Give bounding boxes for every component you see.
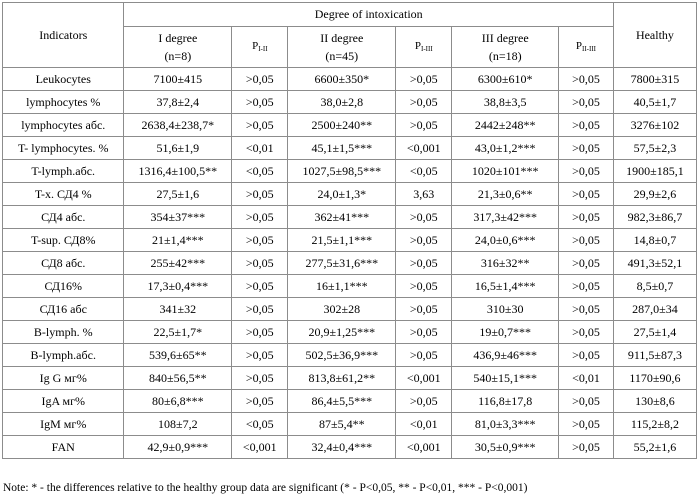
table-row bbox=[3, 114, 697, 137]
healthy-cell: 7800±315 bbox=[613, 68, 696, 91]
indicator-cell: СД16% bbox=[3, 275, 124, 298]
healthy-cell: 1170±90,6 bbox=[613, 367, 696, 390]
healthy-cell: 40,5±1,7 bbox=[613, 91, 696, 114]
p-2-3-cell: >0,05 bbox=[559, 252, 614, 275]
degree-1-cell: 37,8±2,4 bbox=[124, 91, 232, 114]
p-2-3-cell: >0,05 bbox=[559, 160, 614, 183]
table-row bbox=[3, 68, 697, 91]
degree-1-cell: 21±1,4*** bbox=[124, 229, 232, 252]
degree-3-cell: 81,0±3,3*** bbox=[452, 413, 559, 436]
table-row bbox=[3, 275, 697, 298]
healthy-cell: 57,5±2,3 bbox=[613, 137, 696, 160]
indicator-cell: IgA мг% bbox=[3, 390, 124, 413]
p-1-2-cell: >0,05 bbox=[232, 91, 288, 114]
p-2-3-cell: >0,05 bbox=[559, 344, 614, 367]
degree-2-cell: 502,5±36,9*** bbox=[288, 344, 396, 367]
healthy-cell: 287,0±34 bbox=[613, 298, 696, 321]
indicator-cell: B-lymph.абс. bbox=[3, 344, 124, 367]
degree-1-cell: 539,6±65** bbox=[124, 344, 232, 367]
indicator-cell: lymphocytes абс. bbox=[3, 114, 124, 137]
p-2-3-cell: >0,05 bbox=[559, 114, 614, 137]
degree-3-cell: 43,0±1,2*** bbox=[452, 137, 559, 160]
header-p-2-3 bbox=[559, 27, 614, 68]
p-2-3-cell: >0,05 bbox=[559, 390, 614, 413]
degree-1-cell: 51,6±1,9 bbox=[124, 137, 232, 160]
table-row bbox=[3, 206, 697, 229]
header-indicators: Indicators bbox=[3, 3, 124, 68]
degree-2-cell: 20,9±1,25*** bbox=[288, 321, 396, 344]
header-p-1-2-sub: I-II bbox=[258, 44, 268, 53]
degree-3-cell: 116,8±17,8 bbox=[452, 390, 559, 413]
p-2-3-cell: >0,05 bbox=[559, 436, 614, 459]
p-1-2-cell: <0,001 bbox=[232, 436, 288, 459]
degree-3-cell: 16,5±1,4*** bbox=[452, 275, 559, 298]
degree-3-cell: 2442±248** bbox=[452, 114, 559, 137]
degree-1-cell: 27,5±1,6 bbox=[124, 183, 232, 206]
indicator-cell: B-lymph. % bbox=[3, 321, 124, 344]
degree-1-cell: 354±37*** bbox=[124, 206, 232, 229]
degree-1-cell: 255±42*** bbox=[124, 252, 232, 275]
header-degree-3 bbox=[452, 27, 559, 68]
header-degree-1-label: I degree bbox=[158, 31, 198, 45]
p-1-3-cell: <0,001 bbox=[396, 137, 452, 160]
table-row bbox=[3, 91, 697, 114]
degree-1-cell: 80±6,8*** bbox=[124, 390, 232, 413]
p-2-3-cell: <0,01 bbox=[559, 367, 614, 390]
table-row bbox=[3, 298, 697, 321]
healthy-cell: 982,3±86,7 bbox=[613, 206, 696, 229]
p-1-3-cell: >0,05 bbox=[396, 298, 452, 321]
degree-2-cell: 277,5±31,6*** bbox=[288, 252, 396, 275]
header-p-2-3-sub: II-III bbox=[582, 44, 597, 53]
degree-3-cell: 436,9±46*** bbox=[452, 344, 559, 367]
degree-1-cell: 22,5±1,7* bbox=[124, 321, 232, 344]
p-1-2-cell: <0,05 bbox=[232, 413, 288, 436]
degree-2-cell: 87±5,4** bbox=[288, 413, 396, 436]
p-1-2-cell: >0,05 bbox=[232, 114, 288, 137]
healthy-cell: 14,8±0,7 bbox=[613, 229, 696, 252]
degree-2-cell: 21,5±1,1*** bbox=[288, 229, 396, 252]
p-1-3-cell: <0,001 bbox=[396, 367, 452, 390]
p-1-2-cell: >0,05 bbox=[232, 298, 288, 321]
p-2-3-cell: >0,05 bbox=[559, 137, 614, 160]
indicator-cell: СД4 абс. bbox=[3, 206, 124, 229]
degree-3-cell: 38,8±3,5 bbox=[452, 91, 559, 114]
degree-2-cell: 813,8±61,2** bbox=[288, 367, 396, 390]
p-1-2-cell: >0,05 bbox=[232, 275, 288, 298]
header-p-1-3-sub: I-III bbox=[421, 44, 433, 53]
degree-3-cell: 21,3±0,6** bbox=[452, 183, 559, 206]
healthy-cell: 911,5±87,3 bbox=[613, 344, 696, 367]
healthy-cell: 27,5±1,4 bbox=[613, 321, 696, 344]
degree-1-cell: 42,9±0,9*** bbox=[124, 436, 232, 459]
header-degree-1 bbox=[124, 27, 232, 68]
degree-1-cell: 7100±415 bbox=[124, 68, 232, 91]
healthy-cell: 115,2±8,2 bbox=[613, 413, 696, 436]
p-2-3-cell: >0,05 bbox=[559, 206, 614, 229]
p-1-3-cell: >0,05 bbox=[396, 206, 452, 229]
healthy-cell: 1900±185,1 bbox=[613, 160, 696, 183]
p-1-3-cell: >0,05 bbox=[396, 390, 452, 413]
degree-3-cell: 30,5±0,9*** bbox=[452, 436, 559, 459]
table-row bbox=[3, 252, 697, 275]
header-healthy: Healthy bbox=[613, 3, 696, 68]
healthy-cell: 29,9±2,6 bbox=[613, 183, 696, 206]
indicator-cell: T-х. СД4 % bbox=[3, 183, 124, 206]
degree-2-cell: 38,0±2,8 bbox=[288, 91, 396, 114]
p-2-3-cell: >0,05 bbox=[559, 91, 614, 114]
degree-3-cell: 19±0,7*** bbox=[452, 321, 559, 344]
header-degree-2-n: (n=45) bbox=[325, 49, 359, 63]
data-table bbox=[2, 2, 697, 459]
p-1-3-cell: >0,05 bbox=[396, 229, 452, 252]
degree-3-cell: 1020±101*** bbox=[452, 160, 559, 183]
indicator-cell: Ig G мг% bbox=[3, 367, 124, 390]
healthy-cell: 55,2±1,6 bbox=[613, 436, 696, 459]
p-1-3-cell: >0,05 bbox=[396, 321, 452, 344]
degree-3-cell: 317,3±42*** bbox=[452, 206, 559, 229]
p-1-2-cell: >0,05 bbox=[232, 321, 288, 344]
degree-3-cell: 316±32** bbox=[452, 252, 559, 275]
table-row bbox=[3, 160, 697, 183]
table-row bbox=[3, 183, 697, 206]
indicator-cell: T- lymphocytes. % bbox=[3, 137, 124, 160]
degree-2-cell: 302±28 bbox=[288, 298, 396, 321]
p-1-3-cell: >0,05 bbox=[396, 275, 452, 298]
p-1-2-cell: >0,05 bbox=[232, 252, 288, 275]
degree-1-cell: 1316,4±100,5** bbox=[124, 160, 232, 183]
header-p-1-3 bbox=[396, 27, 452, 68]
degree-2-cell: 1027,5±98,5*** bbox=[288, 160, 396, 183]
header-p-2-3-main: P bbox=[575, 39, 583, 52]
degree-2-cell: 16±1,1*** bbox=[288, 275, 396, 298]
p-1-3-cell: >0,05 bbox=[396, 114, 452, 137]
degree-2-cell: 86,4±5,5*** bbox=[288, 390, 396, 413]
table-row bbox=[3, 367, 697, 390]
p-1-2-cell: >0,05 bbox=[232, 344, 288, 367]
p-1-2-cell: >0,05 bbox=[232, 390, 288, 413]
p-1-2-cell: >0,05 bbox=[232, 183, 288, 206]
p-1-2-cell: >0,05 bbox=[232, 68, 288, 91]
indicator-cell: СД16 абс bbox=[3, 298, 124, 321]
p-2-3-cell: >0,05 bbox=[559, 275, 614, 298]
header-p-1-3-main: P bbox=[414, 39, 421, 52]
degree-1-cell: 108±7,2 bbox=[124, 413, 232, 436]
p-2-3-cell: >0,05 bbox=[559, 183, 614, 206]
p-1-2-cell: <0,05 bbox=[232, 160, 288, 183]
degree-2-cell: 32,4±0,4*** bbox=[288, 436, 396, 459]
p-2-3-cell: >0,05 bbox=[559, 229, 614, 252]
degree-3-cell: 310±30 bbox=[452, 298, 559, 321]
p-1-3-cell: <0,001 bbox=[396, 436, 452, 459]
header-p-1-2-main: P bbox=[252, 39, 259, 52]
p-1-2-cell: <0,01 bbox=[232, 137, 288, 160]
p-1-3-cell: 3,63 bbox=[396, 183, 452, 206]
healthy-cell: 491,3±52,1 bbox=[613, 252, 696, 275]
header-degree-2-label: II degree bbox=[320, 31, 364, 45]
degree-3-cell: 24,0±0,6*** bbox=[452, 229, 559, 252]
degree-2-cell: 2500±240** bbox=[288, 114, 396, 137]
p-2-3-cell: >0,05 bbox=[559, 321, 614, 344]
degree-1-cell: 17,3±0,4*** bbox=[124, 275, 232, 298]
indicator-cell: FAN bbox=[3, 436, 124, 459]
indicator-cell: T-sup. СД8% bbox=[3, 229, 124, 252]
p-1-2-cell: >0,05 bbox=[232, 367, 288, 390]
indicator-cell: IgM мг% bbox=[3, 413, 124, 436]
table-row bbox=[3, 436, 697, 459]
header-degree-3-n: (n=18) bbox=[488, 49, 522, 63]
degree-3-cell: 540±15,1*** bbox=[452, 367, 559, 390]
table-row bbox=[3, 413, 697, 436]
p-1-3-cell: >0,05 bbox=[396, 344, 452, 367]
p-1-3-cell: >0,05 bbox=[396, 252, 452, 275]
indicator-cell: Leukocytes bbox=[3, 68, 124, 91]
indicator-cell: lymphocytes % bbox=[3, 91, 124, 114]
degree-1-cell: 840±56,5** bbox=[124, 367, 232, 390]
degree-3-cell: 6300±610* bbox=[452, 68, 559, 91]
table-row bbox=[3, 321, 697, 344]
p-2-3-cell: >0,05 bbox=[559, 298, 614, 321]
p-1-3-cell: >0,05 bbox=[396, 91, 452, 114]
header-row-top bbox=[3, 3, 697, 27]
p-1-3-cell: >0,05 bbox=[396, 68, 452, 91]
header-p-1-2 bbox=[232, 27, 288, 68]
healthy-cell: 3276±102 bbox=[613, 114, 696, 137]
healthy-cell: 8,5±0,7 bbox=[613, 275, 696, 298]
indicator-cell: T-lymph.абс. bbox=[3, 160, 124, 183]
p-1-2-cell: >0,05 bbox=[232, 229, 288, 252]
header-degree-3-label: III degree bbox=[481, 31, 529, 45]
table-row bbox=[3, 137, 697, 160]
table-note: Note: * - the differences relative to the healthy group data are significant (* - P<0,05, ** - P<0,01, *** - P<0,001) bbox=[3, 482, 528, 494]
indicator-cell: СД8 абс. bbox=[3, 252, 124, 275]
p-1-2-cell: >0,05 bbox=[232, 206, 288, 229]
degree-2-cell: 362±41*** bbox=[288, 206, 396, 229]
degree-2-cell: 6600±350* bbox=[288, 68, 396, 91]
header-group-title: Degree of intoxication bbox=[124, 3, 613, 27]
degree-2-cell: 45,1±1,5*** bbox=[288, 137, 396, 160]
table-row bbox=[3, 229, 697, 252]
table-row bbox=[3, 390, 697, 413]
healthy-cell: 130±8,6 bbox=[613, 390, 696, 413]
p-2-3-cell: >0,05 bbox=[559, 68, 614, 91]
degree-2-cell: 24,0±1,3* bbox=[288, 183, 396, 206]
p-1-3-cell: <0,01 bbox=[396, 413, 452, 436]
p-2-3-cell: >0,05 bbox=[559, 413, 614, 436]
header-degree-1-n: (n=8) bbox=[164, 49, 192, 63]
header-degree-2 bbox=[288, 27, 396, 68]
table-row bbox=[3, 344, 697, 367]
degree-1-cell: 2638,4±238,7* bbox=[124, 114, 232, 137]
degree-1-cell: 341±32 bbox=[124, 298, 232, 321]
p-1-3-cell: <0,05 bbox=[396, 160, 452, 183]
